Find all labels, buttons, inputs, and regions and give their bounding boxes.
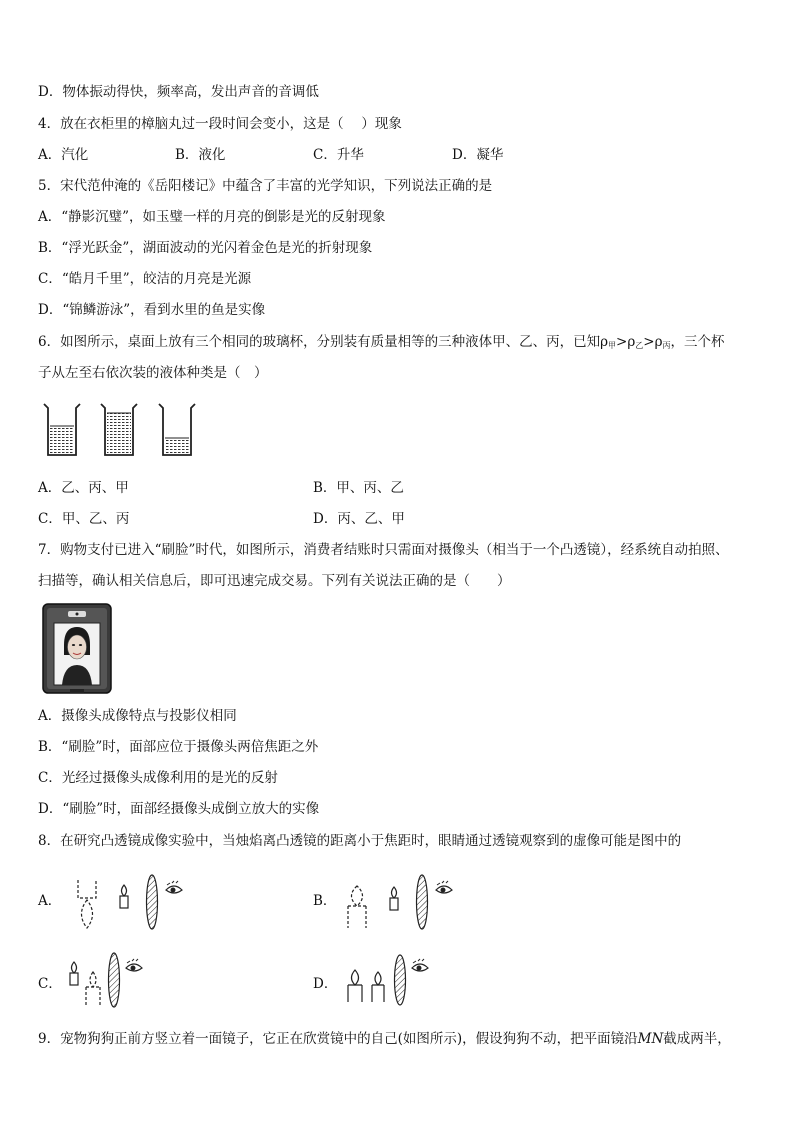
q8-option-a-label: A．: [38, 893, 62, 909]
q8-stem: 8．在研究凸透镜成像实验中，当烛焰离凸透镜的距离小于焦距时，眼睛通过透镜观察到的虚像可能是图中的: [38, 833, 682, 849]
convex-lens: [395, 955, 406, 1005]
q9-stem: 9．宠物狗狗正前方竖立着一面镜子，它正在欣赏镜中的自己(如图所示)，假设狗狗不动，把平面镜沿MN截成两半，: [38, 1031, 731, 1047]
q6-option-a: A．乙、丙、甲: [38, 480, 129, 496]
q7-option-c: C．光经过摄像头成像利用的是光的反射: [38, 770, 278, 786]
q7-option-a: A．摄像头成像特点与投影仪相同: [38, 708, 237, 724]
eye-icon: [436, 881, 452, 893]
cup-right: [159, 404, 195, 455]
q7-option-d: D．“刷脸”时，面部经摄像头成倒立放大的实像: [38, 801, 320, 817]
q6-option-b: B．甲、丙、乙: [313, 480, 404, 496]
face-pay-terminal-figure: [42, 603, 112, 695]
q7-stem-line1: 7．购物支付已进入“刷脸”时代，如图所示，消费者结账时只需面对摄像头（相当于一个凸透镜），经系统自动拍照、: [38, 542, 729, 558]
q5-option-b: B．“浮光跃金”，湖面波动的光闪着金色是光的折射现象: [38, 240, 373, 256]
q8-option-d-diagram: [342, 950, 437, 1012]
three-cups-figure: [42, 400, 202, 460]
q6-stem-line2: 子从左至右依次装的液体种类是（ ）: [38, 365, 268, 381]
q5-option-a: A．“静影沉璧”，如玉璧一样的月亮的倒影是光的反射现象: [38, 209, 386, 225]
q6-option-c: C．甲、乙、丙: [38, 511, 130, 527]
q8-option-b-diagram: [342, 872, 462, 932]
q4-stem: 4．放在衣柜里的樟脑丸过一段时间会变小，这是（ ）现象: [38, 116, 402, 132]
convex-lens: [417, 875, 428, 929]
eye-icon: [126, 959, 142, 971]
q8-option-d-label: D．: [313, 976, 338, 992]
q5-stem: 5．宋代范仲淹的《岳阳楼记》中蕴含了丰富的光学知识，下列说法正确的是: [38, 178, 493, 194]
q7-stem-line2: 扫描等，确认相关信息后，即可迅速完成交易。下列有关说法正确的是（ ）: [38, 573, 511, 589]
convex-lens: [147, 875, 158, 929]
cup-left: [44, 404, 80, 455]
q8-option-a-diagram: [72, 872, 192, 932]
virtual-image: [78, 880, 96, 928]
eye-icon: [412, 959, 428, 971]
virtual-image: [348, 886, 366, 928]
q4-option-b: B．液化: [175, 147, 226, 163]
q4-option-c: C．升华: [313, 147, 364, 163]
candle: [70, 962, 78, 985]
q5-option-d: D．“锦鳞游泳”，看到水里的鱼是实像: [38, 302, 266, 318]
q7-option-b: B．“刷脸”时，面部应位于摄像头两倍焦距之外: [38, 739, 319, 755]
eye-icon: [166, 881, 182, 893]
cup-middle: [101, 404, 137, 455]
q8-option-c-label: C．: [38, 976, 62, 992]
q5-option-c: C．“皓月千里”，皎洁的月亮是光源: [38, 271, 252, 287]
q4-option-d: D．凝华: [452, 147, 504, 163]
convex-lens: [109, 953, 120, 1007]
q8-option-c-diagram: [62, 950, 157, 1012]
candle-small: [372, 972, 384, 1002]
q6-option-d: D．丙、乙、甲: [313, 511, 405, 527]
candle: [120, 885, 128, 908]
q3-option-d: D．物体振动得快，频率高，发出声音的音调低: [38, 84, 319, 100]
q8-option-b-label: B．: [313, 893, 337, 909]
candle: [390, 887, 398, 910]
candle-large: [348, 970, 362, 1002]
virtual-image: [86, 972, 100, 1006]
q6-stem-line1: 6．如图所示，桌面上放有三个相同的玻璃杯，分别装有质量相等的三种液体甲、乙、丙，已知$\rho_甲>\rho_乙>\rho_丙$，三个杯: [38, 334, 725, 350]
q4-option-a: A．汽化: [38, 147, 89, 163]
